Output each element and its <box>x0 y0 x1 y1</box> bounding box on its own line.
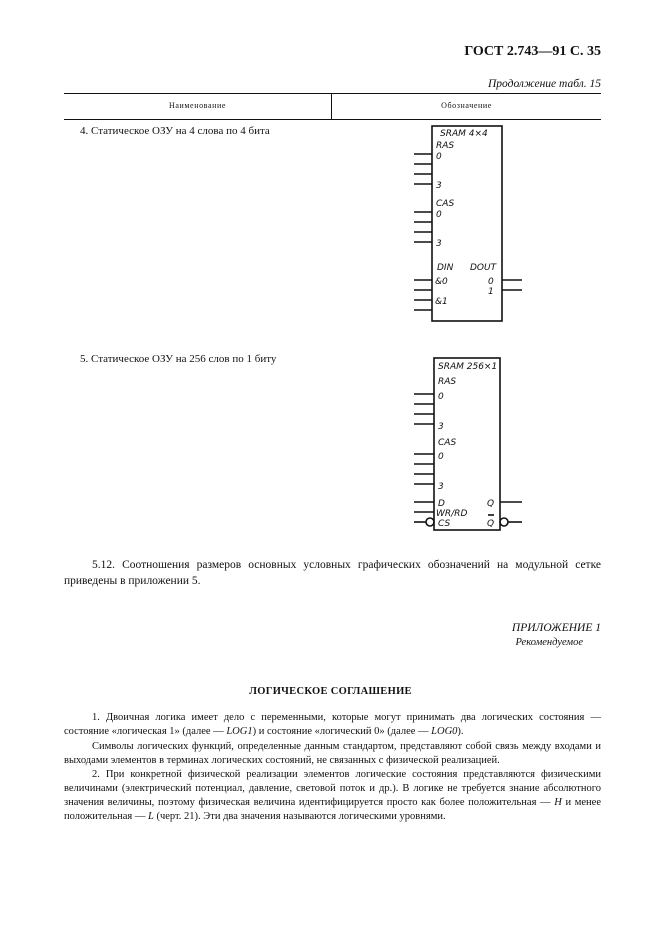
sram-4x4-title: SRAM 4×4 <box>440 129 488 139</box>
sram-4x4-out-0: 0 <box>488 277 494 287</box>
sram-4x4-cas: CAS <box>436 199 455 209</box>
sram-4x4-out-1: 1 <box>488 287 494 297</box>
log1-term: LOG1 <box>226 726 253 737</box>
paragraph-1-part-b: ) и состояние «логический 0» (далее — <box>252 726 432 737</box>
sram-4x4-in-0: &0 <box>435 277 448 287</box>
paragraph-2-text: Символы логических функций, определенные данным стандартом, представляют собой связь между входами и выходами элементов в терминах логических состояний, не связанных с физической реализацией. <box>64 741 601 766</box>
paragraph-1-part-c: ). <box>457 726 464 737</box>
table-row-5-label: 5. Статическое ОЗУ на 256 слов по 1 биту <box>80 353 277 365</box>
sram-256x1-cas-0: 0 <box>438 452 444 462</box>
sram-256x1-title: SRAM 256×1 <box>438 362 498 372</box>
sram-4x4-symbol <box>400 120 530 330</box>
sram-256x1-ras-0: 0 <box>438 392 444 402</box>
paragraph-2 <box>64 740 601 768</box>
sram-4x4-ras-0: 0 <box>436 152 442 162</box>
sram-256x1-ras: RAS <box>438 377 457 387</box>
sram-256x1-wr-rd: WR/RD <box>436 509 468 519</box>
appendix-status: Рекомендуемое <box>515 637 583 648</box>
paragraph-3-part-a: 2. При конкретной физической реализации элементов логические состояния представляются физическими величинами (электрический потенциал, давление, световой поток и др.). В логике не требуется знание абсолютного значения величины, поэтому физическая величина идентифицируется просто как более положительная — <box>64 769 601 808</box>
sram-256x1-ras-3: 3 <box>438 422 444 432</box>
paragraph-1 <box>64 711 601 739</box>
paragraph-5-12 <box>64 558 601 589</box>
paragraph-3-part-c: (черт. 21). Эти два значения называются логическими уровнями. <box>153 811 446 822</box>
paragraph-3-part-b: и менее положительная — <box>64 797 601 822</box>
l-term: L <box>147 811 154 822</box>
paragraph-5-12-text: 5.12. Соотношения размеров основных условных графических обозначений на модульной сетке приведены в приложении 5. <box>64 559 601 587</box>
sram-256x1-cas: CAS <box>438 438 457 448</box>
sram-4x4-cas-3: 3 <box>436 239 442 249</box>
table-continuation: Продолжение табл. 15 <box>488 78 601 90</box>
table-row-4-label: 4. Статическое ОЗУ на 4 слова по 4 бита <box>80 125 270 137</box>
sram-4x4-in-1: &1 <box>435 297 448 307</box>
paragraph-3 <box>64 768 601 824</box>
sram-256x1-d: D <box>438 499 445 509</box>
appendix-label: ПРИЛОЖЕНИЕ 1 <box>511 622 601 634</box>
sram-4x4-cas-0: 0 <box>436 210 442 220</box>
sram-4x4-dout: DOUT <box>470 263 497 273</box>
sram-256x1-cs: CS <box>438 519 451 529</box>
sram-256x1-cas-3: 3 <box>438 482 444 492</box>
column-header-symbol: Обозначение <box>441 101 492 110</box>
log0-term: LOG0 <box>431 726 458 737</box>
sram-256x1-q: Q <box>487 499 495 509</box>
section-title: ЛОГИЧЕСКОЕ СОГЛАШЕНИЕ <box>249 686 412 697</box>
sram-256x1-q-bar: Q <box>487 519 495 529</box>
sram-4x4-ras: RAS <box>436 141 455 151</box>
sram-4x4-din: DIN <box>437 263 454 273</box>
column-header-name: Наименование <box>168 101 227 110</box>
sram-4x4-ras-3: 3 <box>436 181 442 191</box>
h-term: H <box>554 797 562 808</box>
page-header: ГОСТ 2.743—91 С. 35 <box>464 44 601 59</box>
sram-256x1-symbol <box>400 352 530 537</box>
table-top-rule <box>64 93 601 94</box>
paragraph-1-part-a: 1. Двоичная логика имеет дело с переменными, которые могут принимать два логических состояния — состояние «логическая 1» (далее — <box>64 712 601 737</box>
